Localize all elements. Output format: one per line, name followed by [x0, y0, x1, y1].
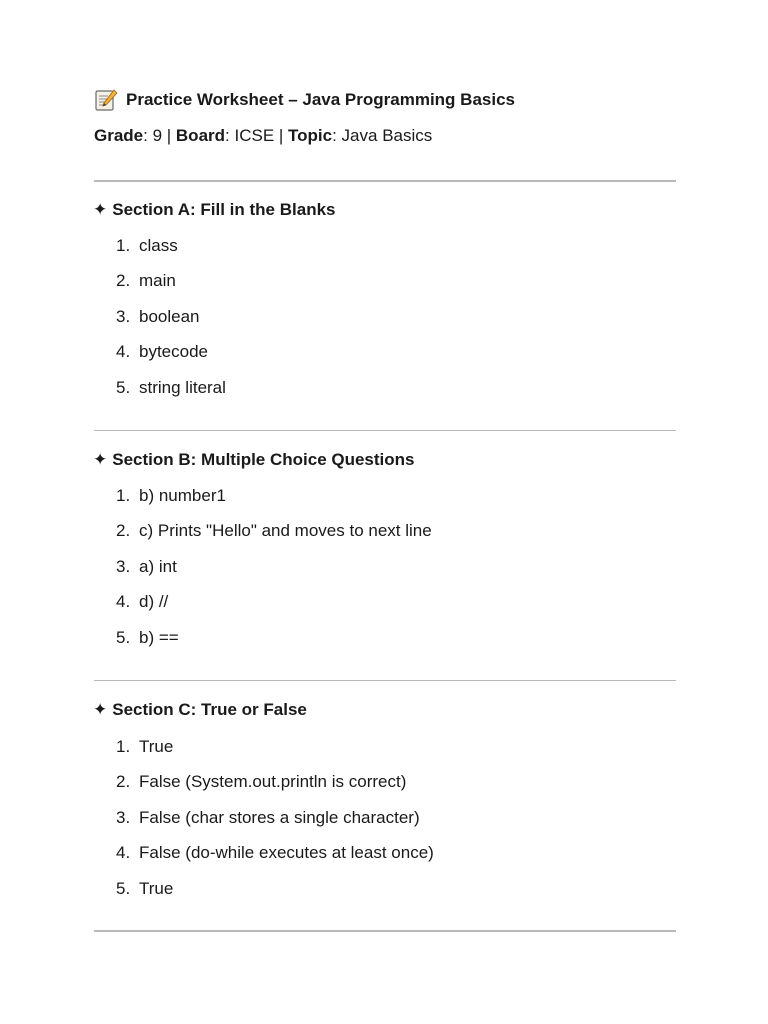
item-number: 1. [116, 486, 131, 505]
item-number: 5. [116, 377, 131, 397]
list-item [116, 478, 432, 513]
list-item [116, 263, 226, 298]
divider [94, 680, 676, 681]
section-c-title-text: Section C: True or False [112, 700, 307, 719]
worksheet-title: Practice Worksheet – Java Programming Basics [126, 90, 515, 109]
list-item [116, 370, 226, 405]
item-number: 2. [116, 521, 131, 541]
item-number: 5. [116, 627, 131, 647]
item-text: False (char stores a single character) [139, 807, 420, 827]
list-item [116, 513, 432, 548]
list-item [116, 800, 434, 835]
list-item [116, 620, 432, 655]
section-b-list [116, 478, 432, 655]
item-text: b) == [139, 627, 179, 647]
item-number: 1. [116, 236, 131, 255]
item-text: b) number1 [139, 486, 226, 505]
board-label: Board [175, 126, 226, 145]
worksheet-title-row [94, 88, 515, 112]
list-item [116, 835, 434, 870]
section-a-title-text: Section A: Fill in the Blanks [112, 200, 336, 219]
section-b-title [93, 450, 415, 470]
list-item [116, 334, 226, 369]
item-text: True [139, 878, 174, 898]
worksheet-meta [94, 126, 432, 146]
item-number: 4. [116, 592, 131, 612]
item-number: 4. [116, 342, 131, 362]
topic-value: : Java Basics [332, 126, 433, 145]
list-item [116, 764, 434, 799]
item-number: 3. [116, 306, 131, 326]
divider [94, 930, 676, 932]
section-b-title-text: Section B: Multiple Choice Questions [112, 450, 415, 469]
item-text: False (System.out.println is correct) [139, 772, 407, 792]
section-c-list [116, 729, 434, 906]
list-item [116, 729, 434, 764]
item-text: c) Prints "Hello" and moves to next line [139, 521, 432, 541]
list-item [116, 228, 226, 263]
four-point-star-icon: ✦ [93, 200, 108, 219]
item-number: 2. [116, 271, 131, 291]
item-text: main [139, 271, 176, 291]
item-text: boolean [139, 306, 200, 326]
four-point-star-icon: ✦ [93, 700, 108, 719]
list-item [116, 871, 434, 906]
item-number: 4. [116, 843, 131, 863]
item-text: a) int [139, 556, 177, 576]
section-c-title [93, 700, 307, 720]
list-item [116, 549, 432, 584]
list-item [116, 584, 432, 619]
item-number: 1. [116, 737, 131, 756]
four-point-star-icon: ✦ [93, 450, 108, 469]
grade-value: : 9 | [143, 126, 176, 145]
memo-pencil-icon [94, 88, 118, 112]
item-number: 3. [116, 807, 131, 827]
section-a-list [116, 228, 226, 405]
list-item [116, 299, 226, 334]
section-a-title [93, 200, 335, 220]
divider [94, 430, 676, 431]
item-text: True [139, 737, 174, 756]
item-number: 2. [116, 772, 131, 792]
item-text: string literal [139, 377, 226, 397]
topic-label: Topic [288, 126, 333, 145]
item-text: False (do-while executes at least once) [139, 843, 434, 863]
grade-label: Grade [94, 126, 144, 145]
item-text: d) // [139, 592, 169, 612]
item-number: 3. [116, 556, 131, 576]
board-value: : ICSE | [225, 126, 289, 145]
item-text: bytecode [139, 342, 208, 362]
item-text: class [139, 236, 178, 255]
divider [94, 180, 676, 182]
item-number: 5. [116, 878, 131, 898]
